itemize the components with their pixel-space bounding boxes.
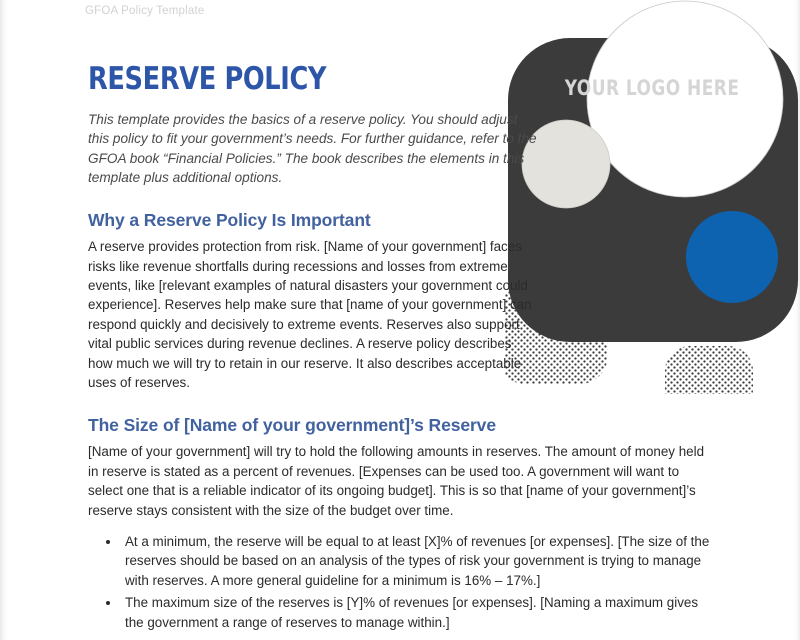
page-title: RESERVE POLICY — [88, 61, 327, 97]
list-item — [88, 593, 710, 632]
section-heading-importance: Why a Reserve Policy Is Important — [88, 210, 371, 231]
bullet-icon — [106, 601, 110, 605]
running-header: GFOA Policy Template — [85, 5, 205, 17]
list-item — [88, 532, 710, 590]
section-heading-size: The Size of [Name of your government]’s Reserve — [88, 415, 496, 436]
section-body-importance: A reserve provides protection from risk. [Name of your government] faces risks like revenue shortfalls during recessions and losses from extreme events, like [relevant examples of natural disasters your government could experience]. Reserves help make sure that [name of your government] can respond quickly and decisively to extreme events. Reserves also support vital public services during revenue declines. A reserve policy describes how much we will try to retain in our reserve. It also describes acceptable uses of reserves. — [88, 239, 532, 391]
document-content — [88, 62, 713, 635]
list-item-text: At a minimum, the reserve will be equal to at least [X]% of revenues [or expenses]. [The size of the reserves should be based on an analysis of the types of risk your government is trying to manage with reserves. A more general guideline for a minimum is 16% – 17%.] — [125, 534, 710, 588]
logo-placeholder-text: YOUR LOGO HERE — [565, 76, 740, 100]
policy-bullet-list — [88, 532, 710, 632]
intro-paragraph: This template provides the basics of a reserve policy. You should adjust this policy to fit your government’s needs. For further guidance, refer to the GFOA book “Financial Policies.” The book describes the elements in this template plus additional options. — [88, 112, 537, 185]
page-left-edge-shadow — [0, 0, 8, 640]
section-body-size: [Name of your government] will try to hold the following amounts in reserves. The amount of money held in reserve is stated as a percent of revenues. [Expenses can be used too. A government will want to select one that is a reliable indicator of its ongoing budget]. This is so that [name of your government]’s reserve stays consistent with the size of the budget over time. — [88, 444, 705, 518]
bullet-icon — [106, 540, 110, 544]
list-item-text: The maximum size of the reserves is [Y]% of revenues [or expenses]. [Naming a maximum gives the government a range of reserves to manage within.] — [125, 595, 699, 630]
